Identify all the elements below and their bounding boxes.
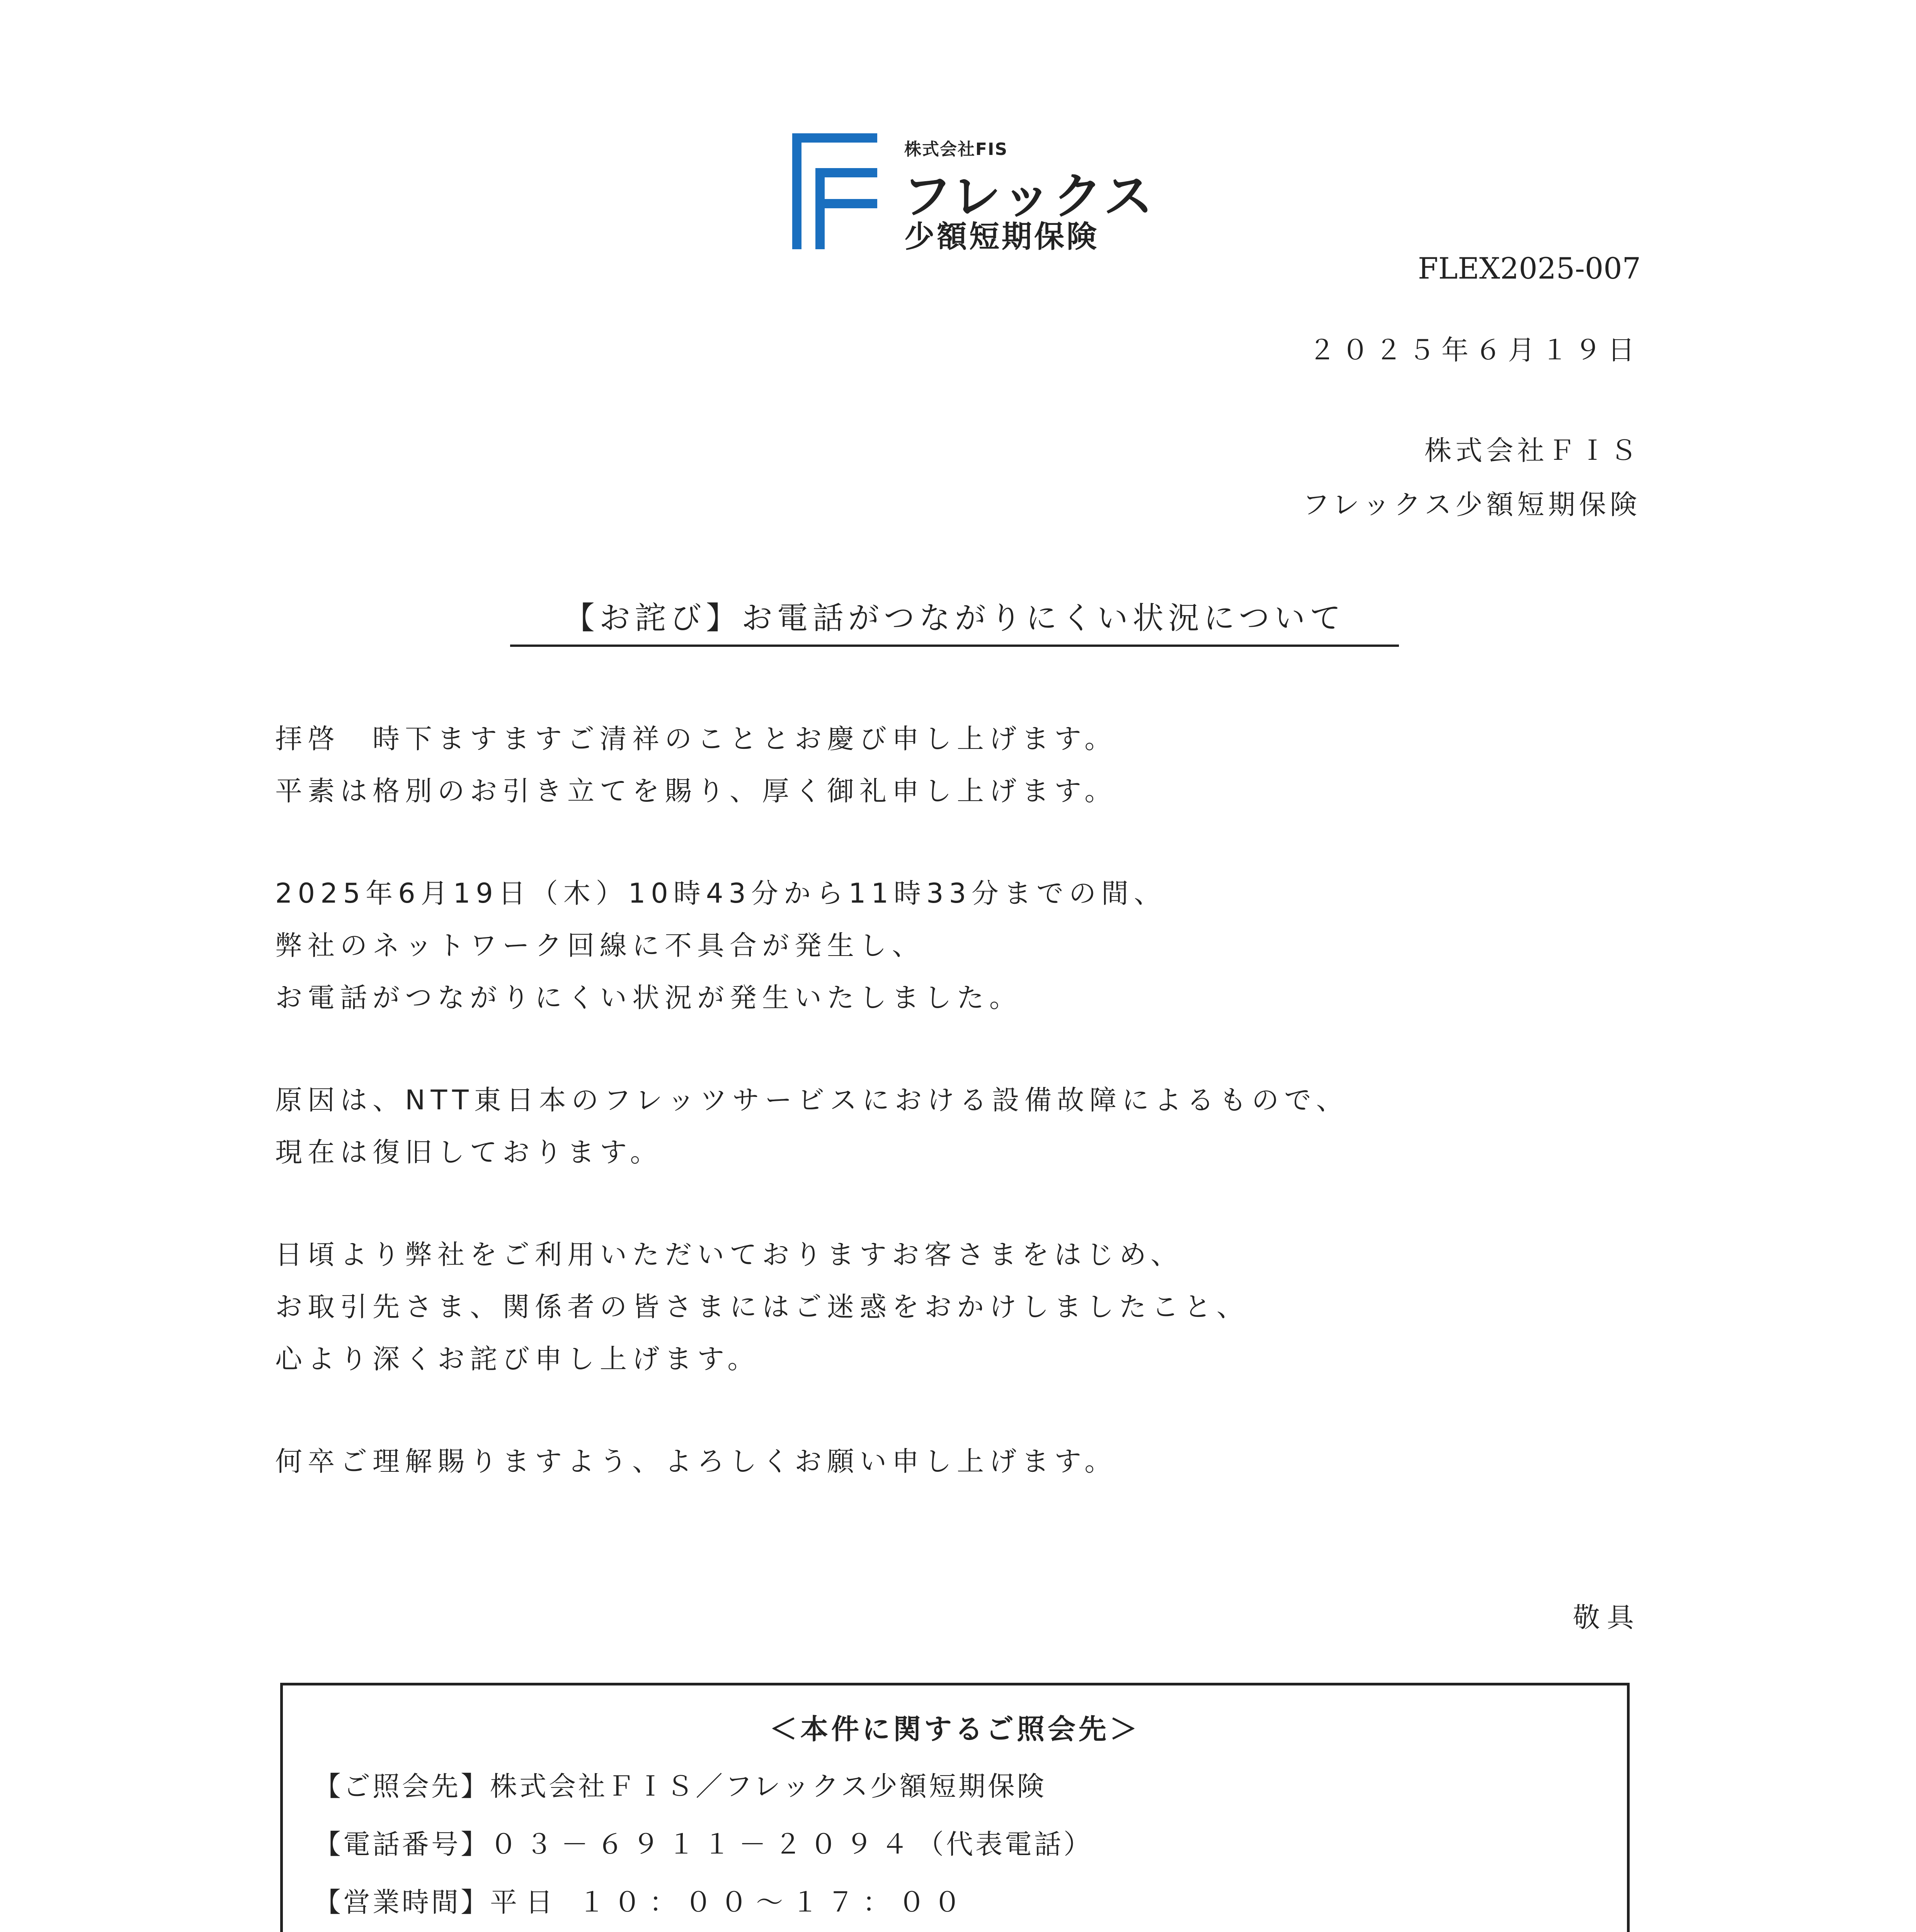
closing-keigu: 敬具 [1573,1602,1641,1633]
paragraph-line: 何卒ご理解賜りますよう、よろしくお願い申し上げます。 [275,1446,1117,1477]
contact-label: 【ご照会先】 [314,1770,490,1802]
fis-logo-icon [792,133,877,249]
contact-value: 株式会社ＦＩＳ／フレックス少額短期保険 [490,1770,1046,1802]
paragraph-line: 弊社のネットワーク回線に不具合が発生し、 [275,930,924,961]
document-title: 【お詫び】お電話がつながりにくい状況について [510,593,1399,647]
document-number: FLEX2025-007 [1418,251,1641,286]
paragraph-line: 日頃より弊社をご利用いただいておりますお客さまをはじめ、 [275,1239,1183,1270]
paragraph-line: お取引先さま、関係者の皆さまにはご迷惑をおかけしましたこと、 [275,1291,1249,1323]
paragraph-line: 原因は、NTT東日本のフレッツサービスにおける設備故障によるもので、 [275,1084,1349,1116]
paragraph-request [275,1435,1117,1488]
business-hours: 平日 １０：００～１７：００ [490,1886,970,1918]
phone-note: （代表電話） [917,1828,1093,1860]
issuer-brand: フレックス少額短期保険 [1302,489,1641,520]
logo-company-name: 株式会社FIS [904,139,1008,159]
contact-box [280,1683,1630,1932]
paragraph-line: 2025年6月19日（木）10時43分から11時33分までの間、 [275,878,1167,909]
paragraph-incident [275,867,1166,1024]
logo-brand-main: フレックス [902,168,1155,225]
logo-brand-sub: 少額短期保険 [904,219,1099,254]
paragraph-cause [275,1074,1349,1179]
contact-label: 【電話番号】 [314,1828,490,1860]
paragraph-line: 現在は復旧しております。 [275,1136,663,1168]
contact-heading: ＜本件に関するご照会先＞ [769,1713,1140,1745]
contact-row-hours [314,1881,969,1920]
contact-row-phone [314,1823,1093,1862]
company-logo [792,133,1155,254]
paragraph-line: 平素は格別のお引き立てを賜り、厚く御礼申し上げます。 [275,775,1117,807]
paragraph-line: 拝啓 時下ますますご清祥のこととお慶び申し上げます。 [275,723,1117,755]
contact-label: 【営業時間】 [314,1886,490,1918]
paragraph-line: 心より深くお詫び申し上げます。 [275,1343,760,1375]
document-date: ２０２５年６月１９日 [1309,334,1641,366]
paragraph-line: お電話がつながりにくい状況が発生いたしました。 [275,982,1022,1014]
phone-number: ０３－６９１１－２０９４ [490,1828,917,1860]
issuer-company: 株式会社ＦＩＳ [1424,435,1641,466]
paragraph-apology [275,1229,1249,1385]
paragraph-greeting [275,713,1117,817]
contact-row-inquiry [314,1765,1046,1804]
